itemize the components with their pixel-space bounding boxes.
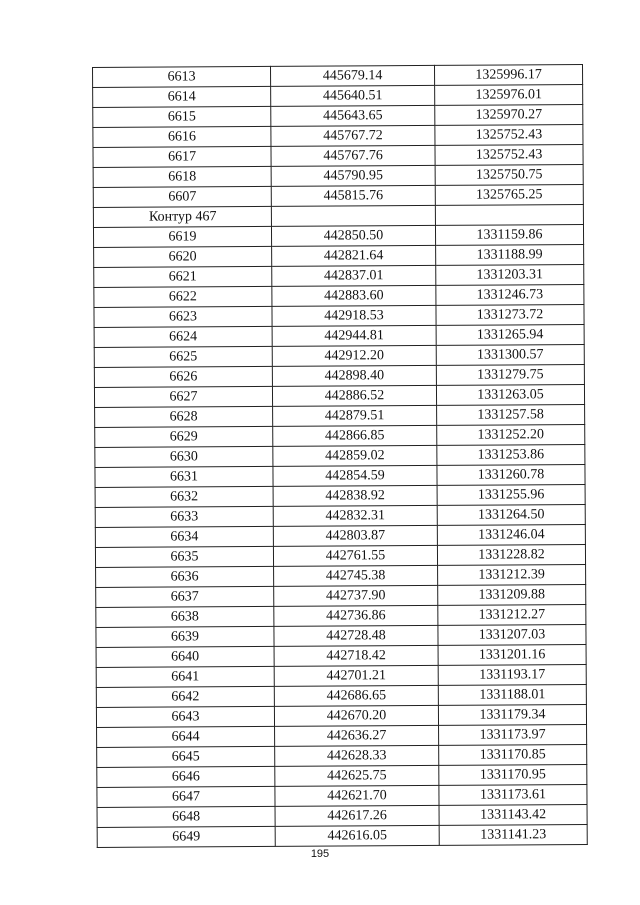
point-id-cell: 6642 xyxy=(96,686,274,707)
y-coordinate-cell: 1331257.58 xyxy=(437,404,585,425)
x-coordinate-cell: 442617.26 xyxy=(275,805,439,826)
table-row xyxy=(94,344,584,367)
point-id-cell: 6632 xyxy=(95,486,273,507)
coordinates-table xyxy=(92,64,588,848)
x-coordinate-cell: 442761.55 xyxy=(273,545,437,566)
y-coordinate-cell: 1331179.34 xyxy=(438,704,586,725)
point-id-cell: 6636 xyxy=(96,566,274,587)
point-id-cell: 6626 xyxy=(94,366,272,387)
y-coordinate-cell: 1331252.20 xyxy=(437,424,585,445)
point-id-cell: Контур 467 xyxy=(93,206,271,227)
y-coordinate-cell: 1331246.04 xyxy=(437,524,585,545)
table-row xyxy=(97,724,587,747)
y-coordinate-cell: 1331193.17 xyxy=(438,664,586,685)
table-row xyxy=(94,324,584,347)
y-coordinate-cell: 1331246.73 xyxy=(436,284,584,305)
table-row xyxy=(93,125,583,148)
y-coordinate-cell: 1331170.95 xyxy=(439,764,587,785)
point-id-cell: 6641 xyxy=(96,666,274,687)
x-coordinate-cell: 442616.05 xyxy=(275,825,439,846)
table-row xyxy=(94,284,584,307)
y-coordinate-cell: 1331255.96 xyxy=(437,484,585,505)
y-coordinate-cell: 1331203.31 xyxy=(436,264,584,285)
table-row xyxy=(93,165,583,188)
table-row xyxy=(97,824,587,847)
y-coordinate-cell: 1331141.23 xyxy=(439,824,587,845)
x-coordinate-cell: 442701.21 xyxy=(274,665,438,686)
point-id-cell: 6618 xyxy=(93,166,271,187)
point-id-cell: 6616 xyxy=(93,126,271,147)
table-row xyxy=(94,245,584,268)
point-id-cell: 6624 xyxy=(94,326,272,347)
table-row xyxy=(95,544,585,567)
point-id-cell: 6607 xyxy=(93,186,271,207)
x-coordinate-cell: 442728.48 xyxy=(274,625,438,646)
x-coordinate-cell xyxy=(271,205,435,226)
table-row xyxy=(96,684,586,707)
table-row xyxy=(93,145,583,168)
x-coordinate-cell: 442918.53 xyxy=(272,305,436,326)
y-coordinate-cell: 1331170.85 xyxy=(439,744,587,765)
x-coordinate-cell: 442854.59 xyxy=(273,465,437,486)
y-coordinate-cell: 1331279.75 xyxy=(436,364,584,385)
x-coordinate-cell: 442886.52 xyxy=(272,385,436,406)
point-id-cell: 6647 xyxy=(97,786,275,807)
table-row xyxy=(93,65,583,88)
x-coordinate-cell: 445767.76 xyxy=(271,145,435,166)
x-coordinate-cell: 442898.40 xyxy=(272,365,436,386)
point-id-cell: 6644 xyxy=(97,726,275,747)
table-row xyxy=(95,404,585,427)
table-row xyxy=(93,225,583,248)
y-coordinate-cell: 1325996.17 xyxy=(434,65,582,86)
x-coordinate-cell: 445767.72 xyxy=(271,125,435,146)
x-coordinate-cell: 442883.60 xyxy=(272,285,436,306)
table-row xyxy=(96,624,586,647)
y-coordinate-cell: 1331265.94 xyxy=(436,324,584,345)
point-id-cell: 6635 xyxy=(95,546,273,567)
table-row xyxy=(96,704,586,727)
y-coordinate-cell: 1331207.03 xyxy=(438,624,586,645)
point-id-cell: 6630 xyxy=(95,446,273,467)
x-coordinate-cell: 442670.20 xyxy=(274,705,438,726)
x-coordinate-cell: 442745.38 xyxy=(274,565,438,586)
x-coordinate-cell: 442803.87 xyxy=(273,525,437,546)
y-coordinate-cell: 1331273.72 xyxy=(436,304,584,325)
table-row xyxy=(95,464,585,487)
y-coordinate-cell: 1331143.42 xyxy=(439,804,587,825)
point-id-cell: 6648 xyxy=(97,806,275,827)
x-coordinate-cell: 442625.75 xyxy=(275,765,439,786)
point-id-cell: 6631 xyxy=(95,466,273,487)
table-row xyxy=(93,85,583,108)
table-row xyxy=(94,364,584,387)
y-coordinate-cell: 1331212.27 xyxy=(438,604,586,625)
point-id-cell: 6646 xyxy=(97,766,275,787)
point-id-cell: 6649 xyxy=(97,826,275,847)
table-row xyxy=(93,185,583,208)
x-coordinate-cell: 445679.14 xyxy=(270,65,434,86)
y-coordinate-cell: 1325752.43 xyxy=(435,145,583,166)
x-coordinate-cell: 442718.42 xyxy=(274,645,438,666)
x-coordinate-cell: 442837.01 xyxy=(272,265,436,286)
table-row xyxy=(97,804,587,827)
point-id-cell: 6637 xyxy=(96,586,274,607)
x-coordinate-cell: 442879.51 xyxy=(273,405,437,426)
table-row xyxy=(95,444,585,467)
table-row xyxy=(96,564,586,587)
point-id-cell: 6613 xyxy=(93,66,271,87)
x-coordinate-cell: 442636.27 xyxy=(275,725,439,746)
point-id-cell: 6639 xyxy=(96,626,274,647)
y-coordinate-cell: 1331188.01 xyxy=(438,684,586,705)
point-id-cell: 6638 xyxy=(96,606,274,627)
table-row xyxy=(97,784,587,807)
table-row xyxy=(95,504,585,527)
table-row xyxy=(96,664,586,687)
point-id-cell: 6625 xyxy=(94,346,272,367)
y-coordinate-cell: 1331228.82 xyxy=(437,544,585,565)
table-row xyxy=(95,484,585,507)
point-id-cell: 6628 xyxy=(95,406,273,427)
point-id-cell: 6627 xyxy=(94,386,272,407)
table-row xyxy=(95,424,585,447)
x-coordinate-cell: 445815.76 xyxy=(271,185,435,206)
y-coordinate-cell: 1325750.75 xyxy=(435,165,583,186)
point-id-cell: 6619 xyxy=(93,226,271,247)
y-coordinate-cell: 1325976.01 xyxy=(435,85,583,106)
point-id-cell: 6634 xyxy=(95,526,273,547)
y-coordinate-cell: 1331201.16 xyxy=(438,644,586,665)
x-coordinate-cell: 442866.85 xyxy=(273,425,437,446)
table-row xyxy=(94,304,584,327)
point-id-cell: 6640 xyxy=(96,646,274,667)
x-coordinate-cell: 442621.70 xyxy=(275,785,439,806)
x-coordinate-cell: 442850.50 xyxy=(271,225,435,246)
point-id-cell: 6643 xyxy=(96,706,274,727)
table-row xyxy=(96,644,586,667)
x-coordinate-cell: 442628.33 xyxy=(275,745,439,766)
x-coordinate-cell: 442832.31 xyxy=(273,505,437,526)
coordinates-table-body xyxy=(93,65,588,848)
x-coordinate-cell: 442821.64 xyxy=(272,245,436,266)
table-row xyxy=(93,105,583,128)
point-id-cell: 6617 xyxy=(93,146,271,167)
y-coordinate-cell: 1331212.39 xyxy=(438,564,586,585)
point-id-cell: 6615 xyxy=(93,106,271,127)
y-coordinate-cell: 1331173.97 xyxy=(439,724,587,745)
y-coordinate-cell: 1325765.25 xyxy=(435,185,583,206)
y-coordinate-cell: 1331264.50 xyxy=(437,504,585,525)
table-row xyxy=(97,764,587,787)
x-coordinate-cell: 442686.65 xyxy=(274,685,438,706)
y-coordinate-cell: 1331188.99 xyxy=(436,245,584,266)
x-coordinate-cell: 442912.20 xyxy=(272,345,436,366)
table-row xyxy=(95,524,585,547)
table-row xyxy=(94,264,584,287)
point-id-cell: 6645 xyxy=(97,746,275,767)
x-coordinate-cell: 442838.92 xyxy=(273,485,437,506)
y-coordinate-cell: 1331263.05 xyxy=(436,384,584,405)
x-coordinate-cell: 445790.95 xyxy=(271,165,435,186)
table-row xyxy=(94,384,584,407)
point-id-cell: 6633 xyxy=(95,506,273,527)
y-coordinate-cell xyxy=(435,205,583,226)
x-coordinate-cell: 442736.86 xyxy=(274,605,438,626)
table-row xyxy=(97,744,587,767)
y-coordinate-cell: 1331260.78 xyxy=(437,464,585,485)
point-id-cell: 6622 xyxy=(94,286,272,307)
x-coordinate-cell: 445640.51 xyxy=(271,85,435,106)
point-id-cell: 6629 xyxy=(95,426,273,447)
y-coordinate-cell: 1325970.27 xyxy=(435,105,583,126)
point-id-cell: 6614 xyxy=(93,86,271,107)
point-id-cell: 6621 xyxy=(94,266,272,287)
point-id-cell: 6623 xyxy=(94,306,272,327)
table-row xyxy=(96,584,586,607)
y-coordinate-cell: 1331173.61 xyxy=(439,784,587,805)
y-coordinate-cell: 1325752.43 xyxy=(435,125,583,146)
x-coordinate-cell: 442737.90 xyxy=(274,585,438,606)
y-coordinate-cell: 1331159.86 xyxy=(435,225,583,246)
page-number: 195 xyxy=(310,848,330,860)
table-row xyxy=(96,604,586,627)
y-coordinate-cell: 1331253.86 xyxy=(437,444,585,465)
x-coordinate-cell: 442859.02 xyxy=(273,445,437,466)
y-coordinate-cell: 1331300.57 xyxy=(436,344,584,365)
point-id-cell: 6620 xyxy=(94,246,272,267)
x-coordinate-cell: 442944.81 xyxy=(272,325,436,346)
x-coordinate-cell: 445643.65 xyxy=(271,105,435,126)
y-coordinate-cell: 1331209.88 xyxy=(438,584,586,605)
